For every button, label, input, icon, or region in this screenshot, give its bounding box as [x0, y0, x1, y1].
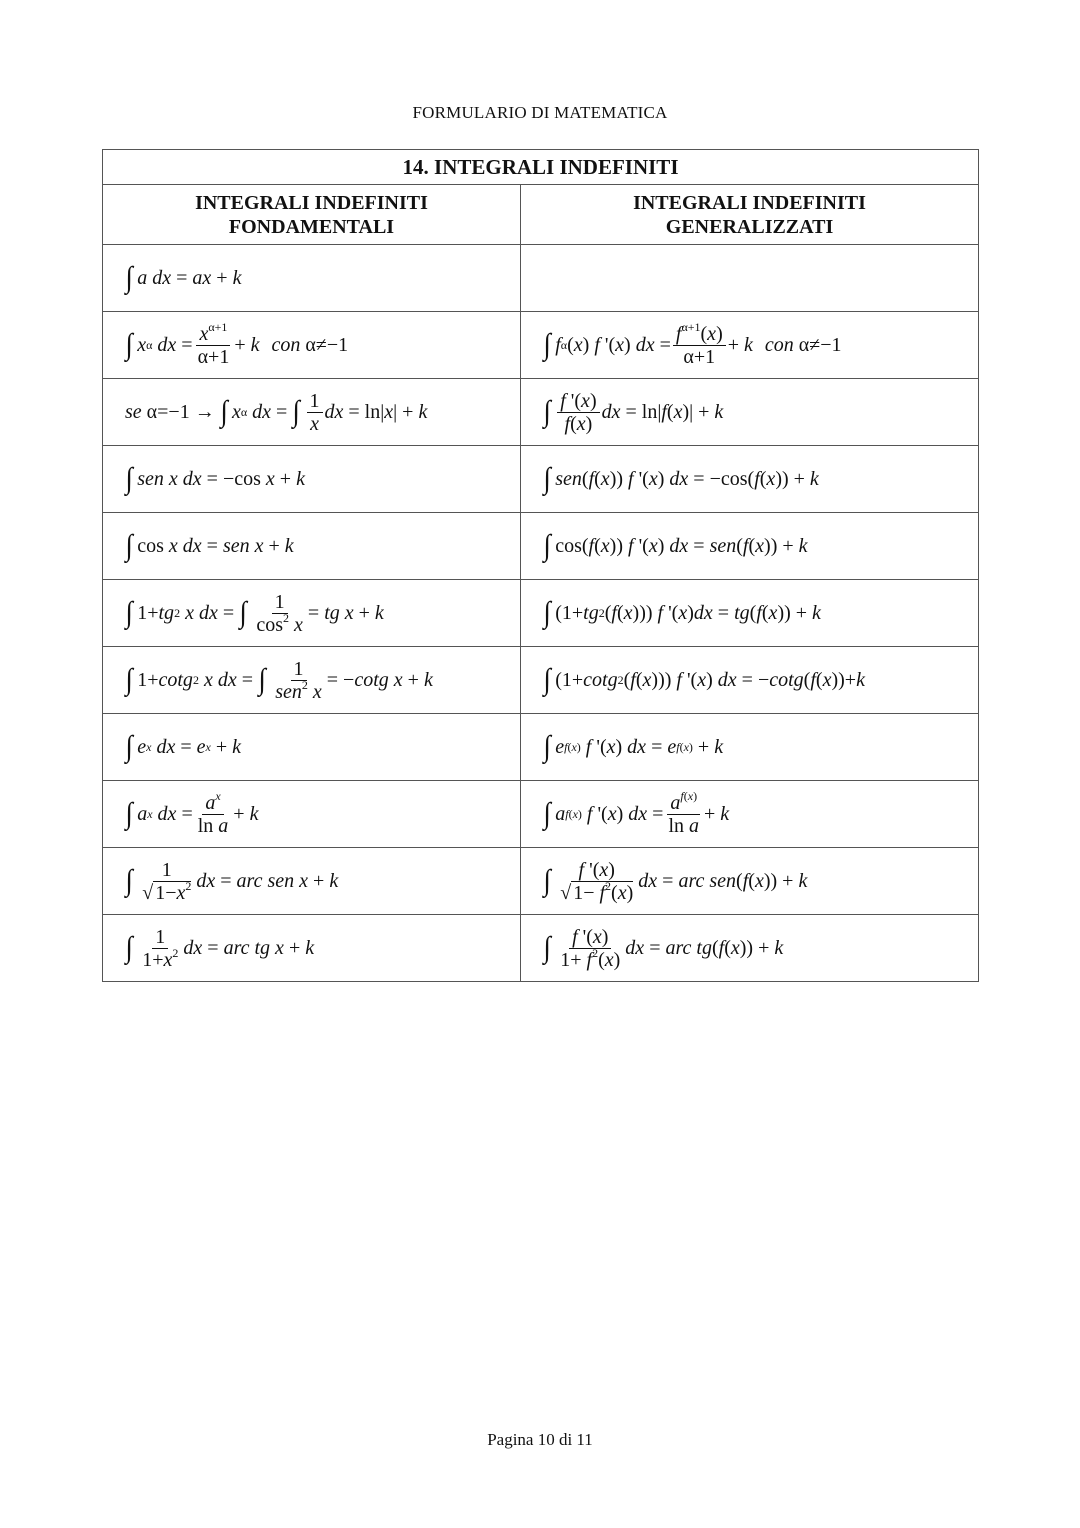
page-number: Pagina 10 di 11	[487, 1430, 593, 1449]
formula-base-a-generalized: ∫ a f(x) f '( x ) dx = $\frac{a^{f(x)}}{\text{ln a}}$ + k	[521, 781, 979, 848]
formula-cotangent-generalized: ∫ (1+ cotg 2 ( f ( x ))) f '( x ) dx = − cotg ( f ( x ))+ k	[521, 647, 979, 714]
formula-sine: ∫ sen x dx = −cos x + k	[103, 446, 521, 513]
formula-sine-generalized: ∫ sen ( f ( x )) f '( x ) dx = −cos( f ( x )) + k	[521, 446, 979, 513]
table-row	[103, 513, 979, 580]
formula-reciprocal: se α=−1 → ∫ x α dx = ∫ $\frac{1}{x}$ dx = ln| x | + k	[103, 379, 521, 446]
table-row	[103, 580, 979, 647]
formula-constant: ∫ a dx = ax + k	[103, 245, 521, 312]
formula-arcsine-generalized: ∫ $\frac{f '(x)}{√ 1- f^2(x)}$ dx = arc sen ( f ( x )) + k	[521, 848, 979, 915]
integrals-table	[102, 149, 979, 982]
formula-exponential: ∫ e x dx = e x + k	[103, 714, 521, 781]
column-header-fundamental: INTEGRALI INDEFINITI FONDAMENTALI	[103, 185, 521, 245]
table-row	[103, 848, 979, 915]
table-row	[103, 446, 979, 513]
table-row	[103, 915, 979, 982]
formula-cosine: ∫ cos x dx = sen x + k	[103, 513, 521, 580]
running-header: FORMULARIO DI MATEMATICA	[412, 103, 668, 122]
table-row	[103, 379, 979, 446]
formula-empty	[521, 245, 979, 312]
formula-cosine-generalized: ∫ cos( f ( x )) f '( x ) dx = sen ( f ( x )) + k	[521, 513, 979, 580]
table-row	[103, 781, 979, 848]
column-header-generalized: INTEGRALI INDEFINITI GENERALIZZATI	[521, 185, 979, 245]
formula-base-a: ∫ a x dx = $\frac{a^x}{\text{ln a}}$ + k	[103, 781, 521, 848]
formula-cotangent: ∫ 1+ cotg 2 x dx = ∫ $\frac{1}{sen^2 x}$ = − cotg x + k	[103, 647, 521, 714]
table-row	[103, 714, 979, 781]
formula-power-generalized: ∫ f α ( x ) f '( x ) dx = $\frac{f^{\alpha+1}(x)}{\alpha+1}$ + k con α≠−1	[521, 312, 979, 379]
formula-log-generalized: ∫ $\frac{f '(x)}{f(x)}$ dx = ln| f ( x )| + k	[521, 379, 979, 446]
formula-arcsine: ∫ $\frac{1}{√ 1-x^2}$ dx = arc sen x + k	[103, 848, 521, 915]
formula-tangent-generalized: ∫ (1+ tg 2 ( f ( x ))) f '( x ) dx = tg ( f ( x )) + k	[521, 580, 979, 647]
table-row	[103, 647, 979, 714]
formula-exponential-generalized: ∫ e f(x) f '( x ) dx = e f(x) + k	[521, 714, 979, 781]
table-row	[103, 312, 979, 379]
table-title: 14. INTEGRALI INDEFINITI	[103, 150, 979, 185]
table-row	[103, 245, 979, 312]
formula-arctangent: ∫ $\frac{1}{1+x^2}$ dx = arc tg x + k	[103, 915, 521, 982]
formula-power: ∫ x α dx = $\frac{x^{\alpha+1}}{\alpha+1}$ + k con α≠−1	[103, 312, 521, 379]
formula-arctangent-generalized: ∫ $\frac{f '(x)}{1+ f^2(x)}$ dx = arc tg ( f ( x )) + k	[521, 915, 979, 982]
formula-tangent: ∫ 1+ tg 2 x dx = ∫ $\frac{1}{\cos^2 x}$ = tg x + k	[103, 580, 521, 647]
